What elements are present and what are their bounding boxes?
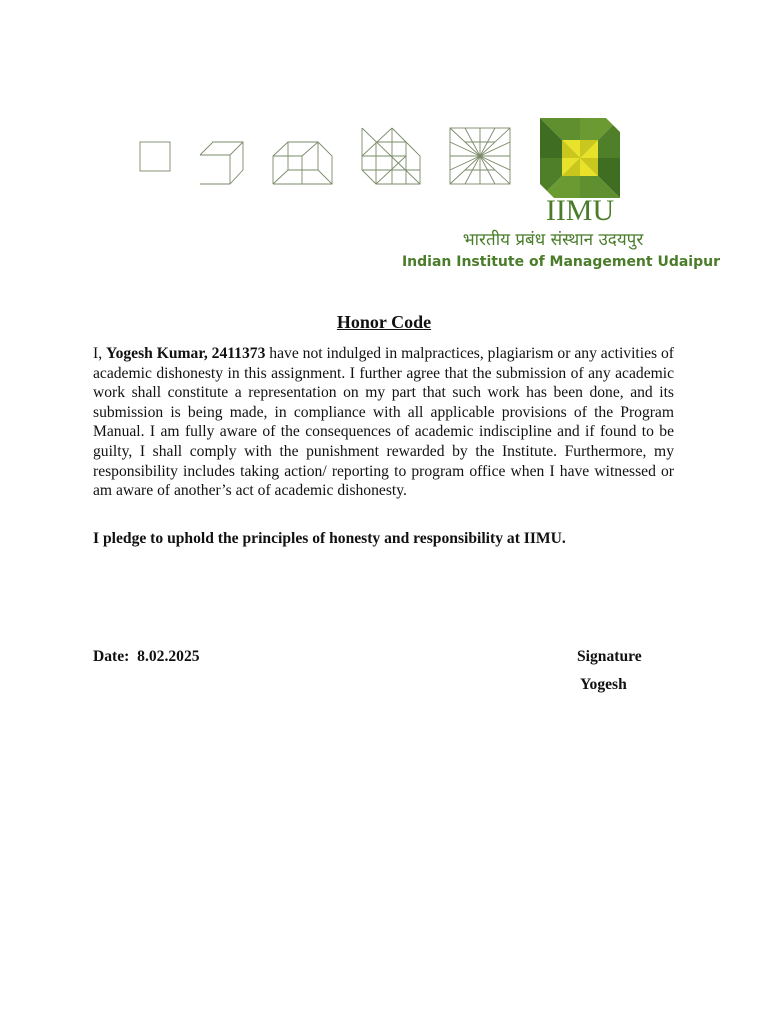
letterhead-graphic xyxy=(130,112,730,277)
student-name-id: Yogesh Kumar, 2411373 xyxy=(106,345,266,362)
pattern-star xyxy=(450,128,510,184)
geometric-pattern xyxy=(140,128,510,184)
para-prefix: I, xyxy=(93,345,107,362)
page-title: Honor Code xyxy=(336,312,432,332)
date-label: Date: xyxy=(93,648,130,665)
logo-english-name: Indian Institute of Management Udaipur xyxy=(401,254,720,270)
signature-label: Signature xyxy=(577,648,642,665)
letterhead xyxy=(130,112,730,277)
signature-name: Yogesh xyxy=(580,676,627,693)
pattern-double-cube xyxy=(273,142,332,184)
logo-wordmark: IIMU xyxy=(545,194,615,227)
pattern-cube xyxy=(200,142,243,184)
honor-code-paragraph xyxy=(93,344,674,501)
pattern-square xyxy=(140,142,170,171)
date-value: 8.02.2025 xyxy=(137,648,200,665)
pledge-statement: I pledge to uphold the principles of honesty and responsibility at IIMU. xyxy=(93,530,566,547)
logo-hindi-name: भारतीय प्रबंध संस्थान उदयपुर xyxy=(462,230,644,250)
date-line xyxy=(93,648,200,666)
pattern-lattice xyxy=(362,128,420,184)
iimu-logo-mark xyxy=(540,118,620,198)
para-body: have not indulged in malpractices, plagiarism or any activities of academic dishonesty in this assignment. I further agree that the submission of any academic work shall constitute a representation on my part that such work has been done, and its submission is being made, in compliance with all applicable provisions of the Program Manual. I am fully aware of the consequences of academic indiscipline and if found to be guilty, I shall comply with the punishment rewarded by the Institute. Furthermore, my responsibility includes taking action/ reporting to program office when I have witnessed or am aware of another’s act of academic dishonesty. xyxy=(93,345,674,500)
